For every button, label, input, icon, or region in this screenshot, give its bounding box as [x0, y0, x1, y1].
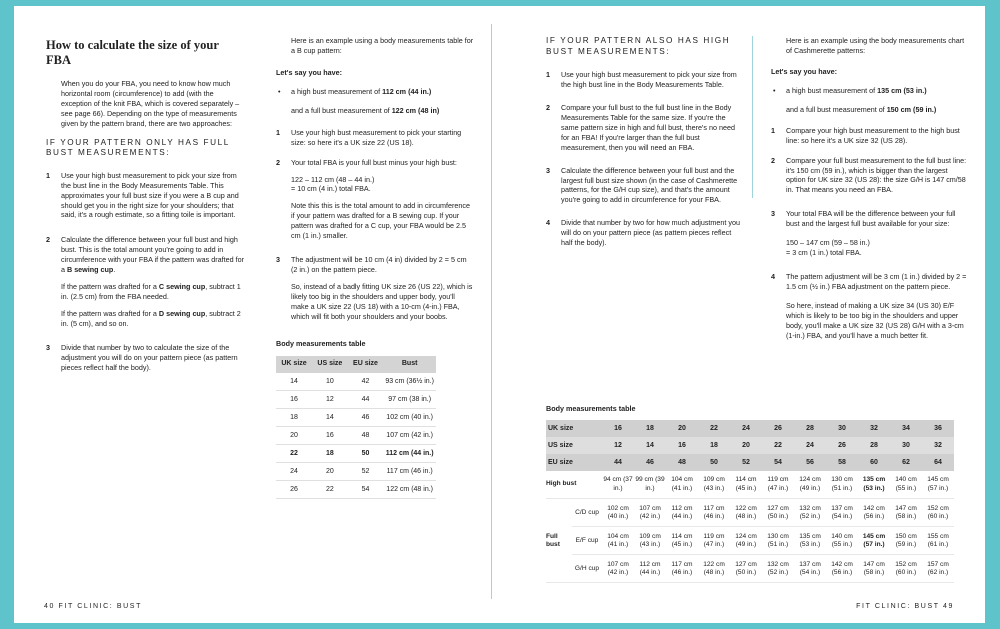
step-text: Divide that number by two for how much adjustment you will do on your pattern piece (as pattern pieces reflect half the body). [561, 218, 740, 248]
size-cell: 64 [922, 454, 954, 471]
measure-cell: 104 cm (41 in.) [602, 527, 634, 555]
header-eu-size: EU size [348, 356, 384, 373]
book-spread [14, 6, 985, 623]
calc-line: 150 – 147 cm (59 – 58 in.) [786, 238, 870, 248]
step-number: 1 [46, 170, 50, 180]
table-cell: 48 [348, 427, 384, 445]
table-cell: 22 [312, 481, 348, 499]
text: a high bust measurement of [291, 86, 383, 96]
step-text: Your total FBA is your full bust minus your high bust: [291, 157, 457, 167]
size-cell: 22 [698, 420, 730, 437]
step-number: 3 [771, 209, 775, 219]
size-cell: 18 [698, 437, 730, 454]
measure-cell: 107 cm (42 in.) [602, 555, 634, 583]
step-1 [46, 171, 244, 221]
measure-cell: 124 cm (49 in.) [794, 471, 826, 499]
step-number: 3 [546, 165, 550, 175]
example-step-3 [276, 255, 474, 275]
example-step-3-note: So, instead of a badly fitting UK size 26 (US 22), which is likely too big in the shoulders and upper body, you'll make a UK size 22 (US 18) with a 10-cm (4-in.) FBA, which will fit both your shoulders and your boobs. [291, 282, 473, 321]
example-step-1 [771, 126, 967, 146]
example-step-2 [276, 158, 474, 168]
high-bust-label: High bust [546, 471, 602, 499]
measure-cell: 127 cm (50 in.) [730, 555, 762, 583]
example-step-3-calc [771, 238, 967, 258]
step-text: Compare your full bust measurement to the full bust line: it's 150 cm (59 in.), which is bigger than the largest option for UK size 32 (US 28): the size G/H is 147 cm/58 in. That means you need an FBA. [786, 155, 967, 195]
size-cell: 32 [858, 420, 890, 437]
measure-cell: 142 cm (56 in.) [858, 499, 890, 527]
table-cell: 93 cm (36½ in.) [383, 373, 436, 391]
table-cell: 10 [312, 373, 348, 391]
right-column-2 [771, 36, 967, 341]
step-number: 2 [276, 157, 280, 167]
measure-cell: 150 cm (59 in.) [890, 527, 922, 555]
row-label: EU size [546, 454, 602, 471]
table-row [276, 481, 436, 499]
step-text: Use your high bust measurement to pick your size from the bust line in the Body Measurements Table. This approximates your full bust size if you were a B cup and should get you in the right size for your shoulders; that said, it's a rough estimate, so a fitting toile is important. [61, 170, 239, 220]
section-heading-full-bust-only: IF YOUR PATTERN ONLY HAS FULL BUST MEASUREMENTS: [46, 137, 230, 158]
size-cell: 14 [634, 437, 666, 454]
size-cell: 44 [602, 454, 634, 471]
calc-line: = 10 cm (4 in.) total FBA. [291, 184, 371, 194]
text: , subtract 1 in. (2.5 cm) from the FBA needed. [61, 282, 241, 302]
measure-cell: 135 cm (53 in.) [794, 527, 826, 555]
text: , subtract 2 in. (5 cm), and so on. [61, 309, 241, 328]
text: If the pattern was drafted for a [61, 282, 159, 292]
size-cell: 26 [826, 437, 858, 454]
step-text: Divide that number by two to calculate the size of the adjustment you will do on your pattern piece (as pattern pieces reflect half the body). [61, 342, 238, 372]
example-step-2-calc [276, 175, 474, 195]
step-text: Calculate the difference between your full bust and high bust. This is the total amount you're going to add in circumference with your FBA if the pattern was drafted for a [61, 235, 244, 275]
body-measurements-table [276, 356, 436, 500]
step-number: 1 [546, 70, 550, 79]
text-bold: 135 cm (53 in.) [877, 85, 927, 95]
measure-cell: 109 cm (43 in.) [698, 471, 730, 499]
step-1 [546, 70, 742, 90]
right-page-footer: FIT CLINIC: BUST 49 [856, 603, 954, 610]
table-cell: 112 cm (44 in.) [383, 445, 436, 463]
intro-text: When you do your FBA, you need to know how much horizontal room (circumference) to add (with the exception of the knit FBA, which is covered separately – see page 66). Depending on the type of measurements given by the pattern brand, there are two approaches: [61, 79, 240, 128]
table-row [276, 409, 436, 427]
size-cell: 46 [634, 454, 666, 471]
measure-cell: 137 cm (54 in.) [794, 555, 826, 583]
have-high-bust [276, 87, 474, 97]
step-number: 1 [276, 127, 280, 137]
size-cell: 48 [666, 454, 698, 471]
size-cell: 28 [794, 420, 826, 437]
measure-cell: 152 cm (60 in.) [922, 499, 954, 527]
table-cell: 18 [312, 445, 348, 463]
step-number: 3 [46, 342, 50, 352]
size-cell: 20 [666, 420, 698, 437]
table-cell: 20 [276, 427, 312, 445]
step-2-d-cup [46, 309, 244, 329]
size-cell: 24 [794, 437, 826, 454]
measure-cell: 135 cm (53 in.) [858, 471, 890, 499]
table-title: Body measurements table [276, 338, 366, 348]
table-cell: 14 [276, 373, 312, 391]
measure-cell: 152 cm (60 in.) [890, 555, 922, 583]
high-bust-row [546, 471, 954, 499]
right-column-1 [546, 36, 742, 248]
measure-cell: 119 cm (47 in.) [698, 527, 730, 555]
measure-cell: 119 cm (47 in.) [762, 471, 794, 499]
step-number: 1 [771, 125, 775, 135]
table-cell: 52 [348, 463, 384, 481]
example-step-3 [771, 209, 967, 229]
table-cell: 20 [312, 463, 348, 481]
size-cell: 54 [762, 454, 794, 471]
left-page-footer: 40 FIT CLINIC: BUST [44, 603, 142, 610]
step-2: 2 Calculate the difference between your full bust and high bust. This is the total amount you're going to add in circumference with your FBA if the pattern was drafted for a B sewing cup. [46, 235, 244, 275]
text-bold: 150 cm (59 in.) [886, 104, 937, 114]
example-intro: Here is an example using the body measurements chart of Cashmerette patterns: [786, 36, 965, 55]
size-cell: 36 [922, 420, 954, 437]
measure-cell: 157 cm (62 in.) [922, 555, 954, 583]
table-row [276, 445, 436, 463]
step-text: Use your high bust measurement to pick your starting size: so here it's a UK size 22 (US 18). [291, 127, 462, 147]
size-cell: 22 [762, 437, 794, 454]
text-bold: 112 cm (44 in.) [382, 86, 432, 96]
text: and a full bust measurement of [786, 104, 887, 114]
step-text: Compare your high bust measurement to the high bust line: so here it's a UK size 32 (US 28). [786, 125, 960, 145]
table-cell: 122 cm (48 in.) [383, 481, 436, 499]
size-cell: 20 [730, 437, 762, 454]
table-cell: 117 cm (46 in.) [383, 463, 436, 481]
table-cell: 102 cm (40 in.) [383, 409, 436, 427]
size-cell: 26 [762, 420, 794, 437]
step-number: 4 [546, 218, 550, 228]
table-cell: 107 cm (42 in.) [383, 427, 436, 445]
text: a high bust measurement of [786, 85, 878, 95]
measure-cell: 145 cm (57 in.) [858, 527, 890, 555]
step-number: 4 [771, 272, 775, 282]
measure-cell: 147 cm (58 in.) [890, 499, 922, 527]
page-gutter [491, 24, 492, 599]
table-cell: 97 cm (38 in.) [383, 391, 436, 409]
table-cell: 16 [312, 427, 348, 445]
table-cell: 22 [276, 445, 312, 463]
text-bold: 122 cm (48 in) [391, 105, 440, 115]
size-cell: 12 [602, 437, 634, 454]
size-cell: 60 [858, 454, 890, 471]
table-cell: 42 [348, 373, 384, 391]
table-cell: 12 [312, 391, 348, 409]
full-bust-label: Full bust [546, 499, 572, 583]
step-2-c-cup [46, 282, 244, 302]
measure-cell: 104 cm (41 in.) [666, 471, 698, 499]
text-bold: D sewing cup [158, 309, 206, 318]
text: If the pattern was drafted for a [61, 309, 159, 318]
table-cell: 44 [348, 391, 384, 409]
size-cell: 56 [794, 454, 826, 471]
measure-cell: 147 cm (58 in.) [858, 555, 890, 583]
size-cell: 52 [730, 454, 762, 471]
step-text: Compare your full bust to the full bust line in the Body Measurements Table for the same size. If you're the same pattern size in high and full bust, there's no need for an FBA! If you're larger than the full bust measurement, then you will need an FBA. [561, 102, 735, 152]
table-cell: 50 [348, 445, 384, 463]
calc-line: = 3 cm (1 in.) total FBA. [786, 248, 862, 258]
row-label: US size [546, 437, 602, 454]
example-step-2-note: Note this this is the total amount to add in circumference if your pattern was drafted for a B sewing cup. If your pattern was drafted for a C cup, your FBA would be 2.5 cm (1 in.) smaller. [291, 201, 470, 241]
measure-cell: 94 cm (37 in.) [602, 471, 634, 499]
table-cell: 18 [276, 409, 312, 427]
size-cell: 24 [730, 420, 762, 437]
step-3 [46, 343, 244, 373]
step-text: The adjustment will be 10 cm (4 in) divided by 2 = 5 cm (2 in.) on the pattern piece. [291, 255, 467, 275]
table-row [276, 373, 436, 391]
measure-cell: 107 cm (42 in.) [634, 499, 666, 527]
table-row [276, 427, 436, 445]
header-uk-size: UK size [276, 356, 312, 373]
size-cell: 62 [890, 454, 922, 471]
step-bold: B sewing cup [67, 265, 114, 275]
row-label: UK size [546, 420, 602, 437]
measure-cell: 102 cm (40 in.) [602, 499, 634, 527]
header-bust: Bust [383, 356, 436, 373]
size-cell: 58 [826, 454, 858, 471]
left-column-1 [46, 38, 244, 373]
size-cell: 30 [890, 437, 922, 454]
table-cell: 54 [348, 481, 384, 499]
table-title: Body measurements table [546, 404, 636, 413]
full-bust-row [546, 527, 954, 555]
have-full-bust [276, 106, 474, 116]
size-cell: 32 [922, 437, 954, 454]
measure-cell: 142 cm (56 in.) [826, 555, 858, 583]
table-row [276, 463, 436, 481]
measure-cell: 112 cm (44 in.) [634, 555, 666, 583]
table-cell: 14 [312, 409, 348, 427]
section-heading-high-bust: IF YOUR PATTERN ALSO HAS HIGH BUST MEASUREMENTS: [546, 36, 731, 56]
measure-cell: 145 cm (57 in.) [922, 471, 954, 499]
table-cell: 46 [348, 409, 384, 427]
size-cell: 18 [634, 420, 666, 437]
measure-cell: 130 cm (51 in.) [826, 471, 858, 499]
calc-line: 122 – 112 cm (48 – 44 in.) [291, 174, 375, 184]
cup-label: E/F cup [572, 527, 602, 555]
step-3 [546, 166, 742, 206]
measure-cell: 117 cm (46 in.) [698, 499, 730, 527]
size-row [546, 437, 954, 454]
measure-cell: 140 cm (55 in.) [890, 471, 922, 499]
measure-cell: 114 cm (45 in.) [730, 471, 762, 499]
size-cell: 28 [858, 437, 890, 454]
size-cell: 50 [698, 454, 730, 471]
size-row [546, 420, 954, 437]
size-cell: 30 [826, 420, 858, 437]
column-divider [752, 36, 753, 198]
size-row [546, 454, 954, 471]
full-bust-row [546, 499, 954, 527]
step-4 [546, 218, 742, 248]
cashmerette-table-block [546, 404, 954, 583]
page-title: How to calculate the size of your FBA [46, 38, 219, 67]
measure-cell: 132 cm (52 in.) [794, 499, 826, 527]
step-text: The pattern adjustment will be 3 cm (1 in.) divided by 2 = 1.5 cm (½ in.) FBA adjustment on the pattern piece. [786, 272, 967, 291]
measure-cell: 112 cm (44 in.) [666, 499, 698, 527]
measure-cell: 127 cm (50 in.) [762, 499, 794, 527]
measure-cell: 155 cm (61 in.) [922, 527, 954, 555]
measure-cell: 132 cm (52 in.) [762, 555, 794, 583]
table-cell: 26 [276, 481, 312, 499]
text-bold: C sewing cup [158, 282, 206, 292]
step-number: 3 [276, 255, 280, 265]
size-cell: 16 [602, 420, 634, 437]
full-bust-row [546, 555, 954, 583]
step-text: Your total FBA will be the difference between your full bust and the largest full bust available for your size: [786, 209, 956, 229]
measure-cell: 140 cm (55 in.) [826, 527, 858, 555]
table-cell: 24 [276, 463, 312, 481]
have-full-bust [771, 105, 967, 115]
measure-cell: 109 cm (43 in.) [634, 527, 666, 555]
measure-cell: 122 cm (48 in.) [730, 499, 762, 527]
cup-label: C/D cup [572, 499, 602, 527]
lets-say: Let's say you have: [771, 66, 838, 76]
table-row [276, 391, 436, 409]
cashmerette-measurements-table [546, 420, 954, 584]
example-step-1 [276, 128, 474, 148]
step-number: 2 [46, 235, 50, 245]
step-text: Use your high bust measurement to pick your size from the high bust line in the Body Measurements Table. [561, 70, 737, 89]
text: and a full bust measurement of [291, 105, 392, 115]
example-step-4-note: So here, instead of making a UK size 34 (US 30) E/F which is likely to be too big in the shoulders and upper body, you'll make a UK size 32 (US 28) G/H with a 3-cm (1-in.) FBA, and you'll have a much better fit. [786, 300, 964, 340]
cup-label: G/H cup [572, 555, 602, 583]
have-high-bust [771, 86, 967, 96]
measure-cell: 137 cm (54 in.) [826, 499, 858, 527]
table-cell: 16 [276, 391, 312, 409]
step-2 [546, 103, 742, 153]
size-cell: 34 [890, 420, 922, 437]
example-step-4 [771, 272, 967, 292]
table-header-row [276, 356, 436, 373]
step-text: Calculate the difference between your full bust and the largest full bust size shown (in the case of Cashmerette patterns, for the G/H cup size), and that's the amount you're going to add in circumference for your FBA. [561, 165, 738, 205]
measure-cell: 130 cm (51 in.) [762, 527, 794, 555]
size-cell: 16 [666, 437, 698, 454]
left-column-2 [276, 36, 474, 499]
step-number: 2 [771, 155, 775, 165]
measure-cell: 99 cm (39 in.) [634, 471, 666, 499]
step-number: 2 [546, 102, 550, 112]
measure-cell: 122 cm (48 in.) [698, 555, 730, 583]
example-intro: Here is an example using a body measurements table for a B cup pattern: [291, 36, 474, 55]
measure-cell: 114 cm (45 in.) [666, 527, 698, 555]
example-step-2 [771, 156, 967, 196]
lets-say: Let's say you have: [276, 67, 343, 77]
measure-cell: 124 cm (49 in.) [730, 527, 762, 555]
header-us-size: US size [312, 356, 348, 373]
measure-cell: 117 cm (46 in.) [666, 555, 698, 583]
